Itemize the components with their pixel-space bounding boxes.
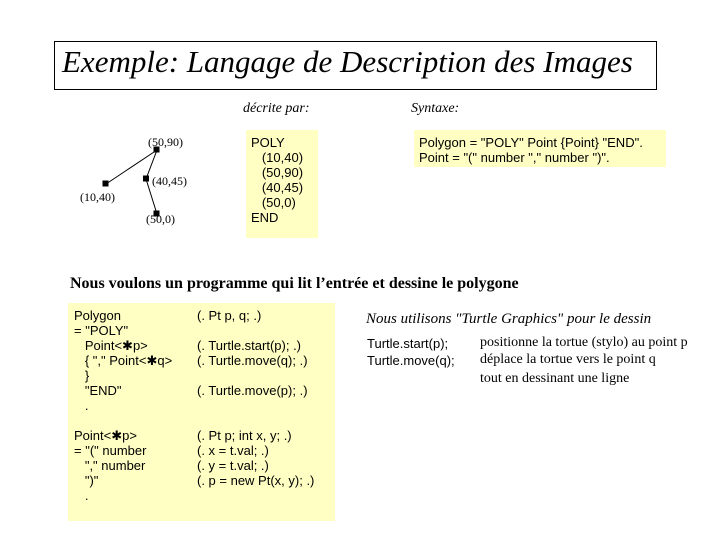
grammar-semantic-actions: (. Pt p, q; .) (. Turtle.start(p); .) (. Turtle.move(q); .) (. Turtle.move(p); .) (. Pt p; int x, y; .) (. x = t.val; .) (. y = t.val; .) (. p = new Pt(x, y); .) bbox=[197, 308, 315, 488]
grammar-box bbox=[68, 303, 335, 521]
description-code-box bbox=[246, 130, 318, 238]
turtle-move-description-cont: tout en dessinant une ligne bbox=[480, 371, 630, 386]
syntax-code: Polygon = "POLY" Point {Point} "END". Point = "(" number "," number ")". bbox=[419, 135, 643, 165]
point-label-50-0: (50,0) bbox=[146, 212, 175, 226]
syntax-code-box bbox=[414, 130, 666, 167]
turtle-move-description: déplace la tortue vers le point q bbox=[480, 352, 656, 367]
page-title: Exemple: Langage de Description des Images bbox=[62, 44, 633, 79]
turtle-move-code: Turtle.move(q); bbox=[367, 353, 455, 368]
point-label-10-40: (10,40) bbox=[80, 190, 115, 204]
description-code: POLY (10,40) (50,90) (40,45) (50,0) END bbox=[251, 135, 304, 225]
turtle-intro: Nous utilisons "Turtle Graphics" pour le dessin bbox=[366, 311, 652, 327]
turtle-start-code: Turtle.start(p); bbox=[367, 336, 449, 351]
point-marker-10-40 bbox=[103, 181, 109, 187]
section-heading: Nous voulons un programme qui lit l’entrée et dessine le polygone bbox=[70, 275, 519, 292]
point-label-40-45: (40,45) bbox=[152, 174, 187, 188]
turtle-start-description: positionne la tortue (stylo) au point p bbox=[480, 335, 688, 350]
grammar-productions: Polygon = "POLY" Point<✱p> { "," Point<✱q> } "END" . Point<✱p> = "(" number "," number ")" . bbox=[74, 308, 173, 503]
point-label-50-90: (50,90) bbox=[148, 135, 183, 149]
point-marker-40-45 bbox=[143, 176, 149, 182]
described-by-label: décrite par: bbox=[243, 101, 310, 116]
syntax-label: Syntaxe: bbox=[411, 101, 460, 116]
